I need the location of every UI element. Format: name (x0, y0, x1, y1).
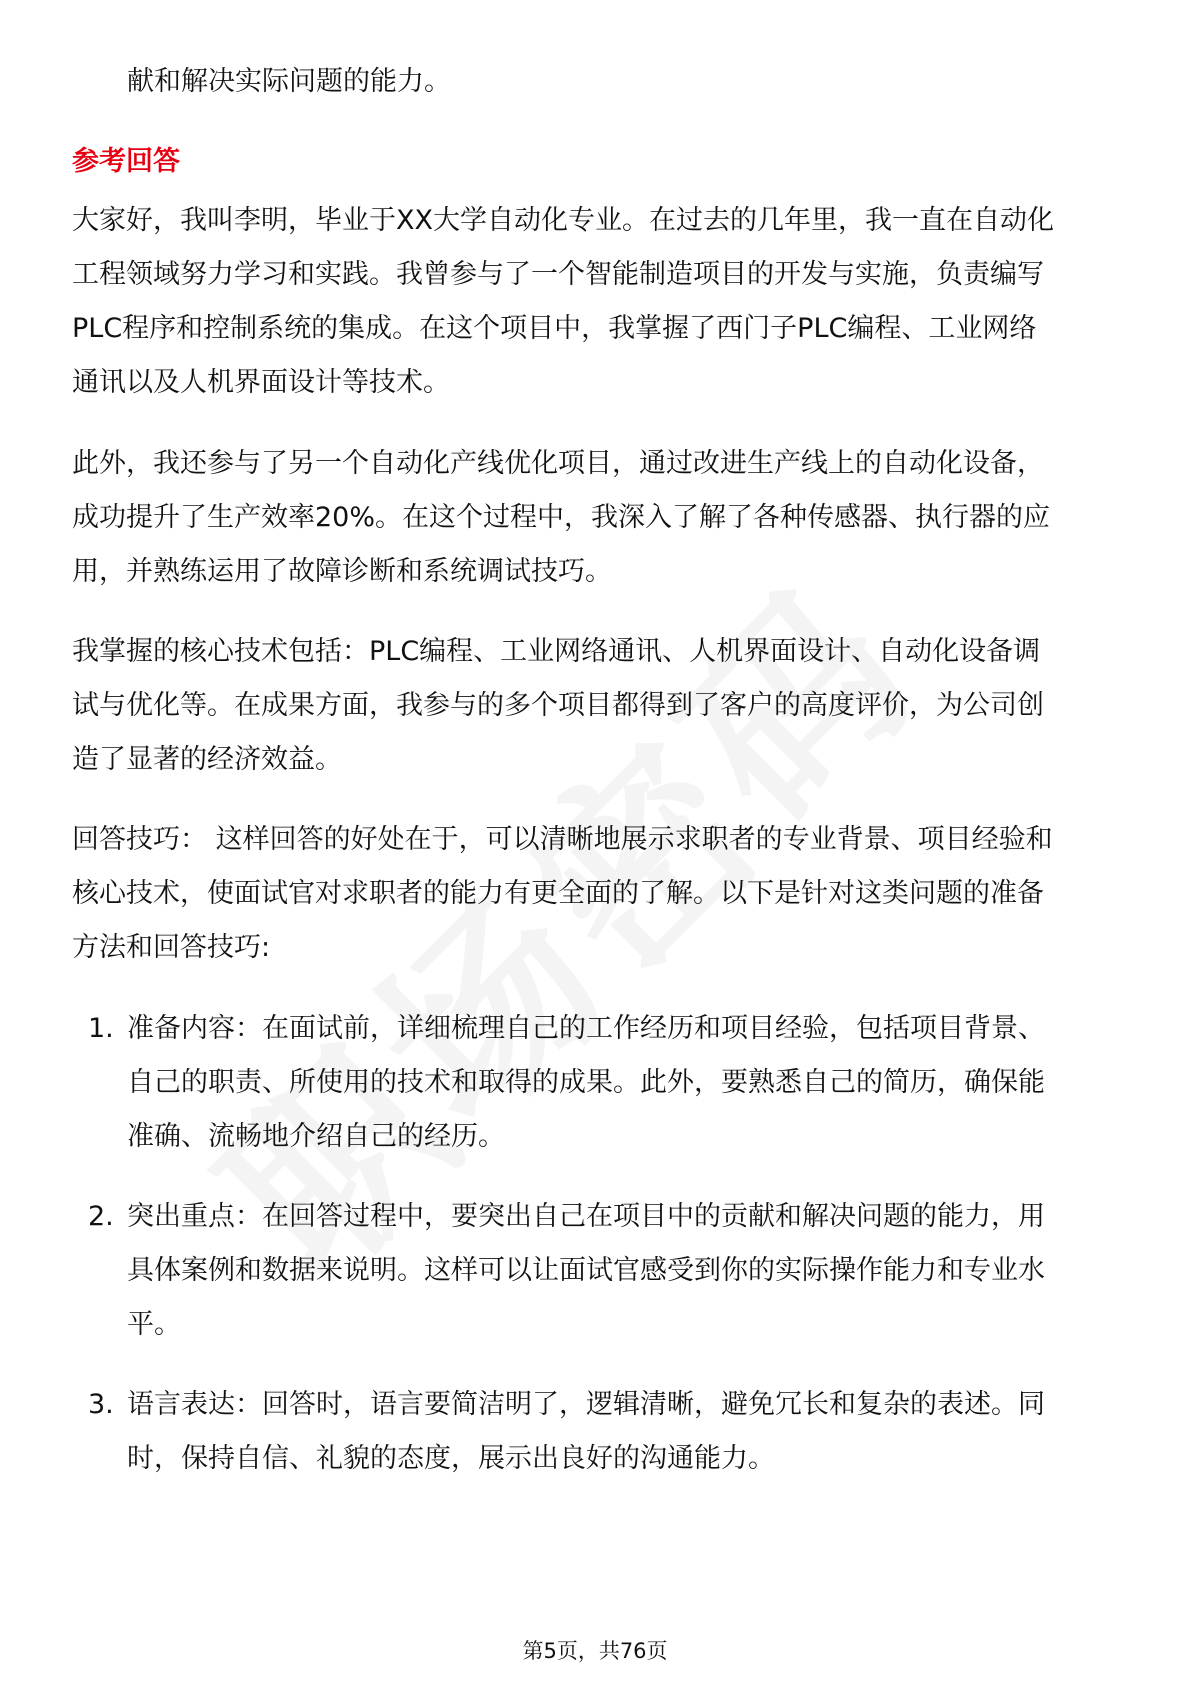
paragraph-line: 回答技巧： 这样回答的好处在于，可以清晰地展示求职者的专业背景、项目经验和 (72, 824, 1053, 855)
paragraph-line: 此外，我还参与了另一个自动化产线优化项目，通过改进生产线上的自动化设备， (72, 448, 1044, 479)
paragraph-line: PLC程序和控制系统的集成。在这个项目中，我掌握了西门子PLC编程、工业网络 (72, 313, 1037, 344)
paragraph-line: 成功提升了生产效率20%。在这个过程中，我深入了解了各种传感器、执行器的应 (72, 502, 1051, 533)
list-item-line: 准确、流畅地介绍自己的经历。 (127, 1121, 505, 1152)
paragraph-line: 方法和回答技巧: (72, 932, 271, 963)
paragraph-line: 造了显著的经济效益。 (72, 744, 342, 775)
list-item-line: 自己的职责、所使用的技术和取得的成果。此外，要熟悉自己的简历，确保能 (127, 1067, 1045, 1098)
list-item-line: 准备内容：在面试前，详细梳理自己的工作经历和项目经验，包括项目背景、 (127, 1013, 1045, 1044)
list-item-number: 3. (88, 1389, 114, 1420)
page-footer: 第5页，共76页 (522, 1639, 668, 1663)
list-item-line: 具体案例和数据来说明。这样可以让面试官感受到你的实际操作能力和专业水 (127, 1255, 1045, 1286)
paragraph-line: 试与优化等。在成果方面，我参与的多个项目都得到了客户的高度评价，为公司创 (72, 690, 1044, 721)
list-item-line: 语言表达：回答时，语言要简洁明了，逻辑清晰，避免冗长和复杂的表述。同 (127, 1389, 1045, 1420)
section-heading: 参考回答 (72, 146, 180, 177)
list-item-number: 2. (88, 1201, 114, 1232)
paragraph-line: 用，并熟练运用了故障诊断和系统调试技巧。 (72, 556, 612, 587)
list-item-line: 平。 (127, 1309, 181, 1340)
continued-text-line: 献和解决实际问题的能力。 (127, 66, 451, 97)
paragraph-line: 工程领域努力学习和实践。我曾参与了一个智能制造项目的开发与实施，负责编写 (72, 259, 1044, 290)
list-item-line: 时，保持自信、礼貌的态度，展示出良好的沟通能力。 (127, 1443, 775, 1474)
paragraph-line: 核心技术，使面试官对求职者的能力有更全面的了解。以下是针对这类问题的准备 (72, 878, 1044, 909)
paragraph-line: 我掌握的核心技术包括：PLC编程、工业网络通讯、人机界面设计、自动化设备调 (72, 636, 1041, 667)
paragraph-line: 通讯以及人机界面设计等技术。 (72, 367, 450, 398)
list-item-number: 1. (88, 1013, 114, 1044)
paragraph-line: 大家好，我叫李明，毕业于XX大学自动化专业。在过去的几年里，我一直在自动化 (72, 205, 1054, 236)
list-item-line: 突出重点：在回答过程中，要突出自己在项目中的贡献和解决问题的能力，用 (127, 1201, 1045, 1232)
